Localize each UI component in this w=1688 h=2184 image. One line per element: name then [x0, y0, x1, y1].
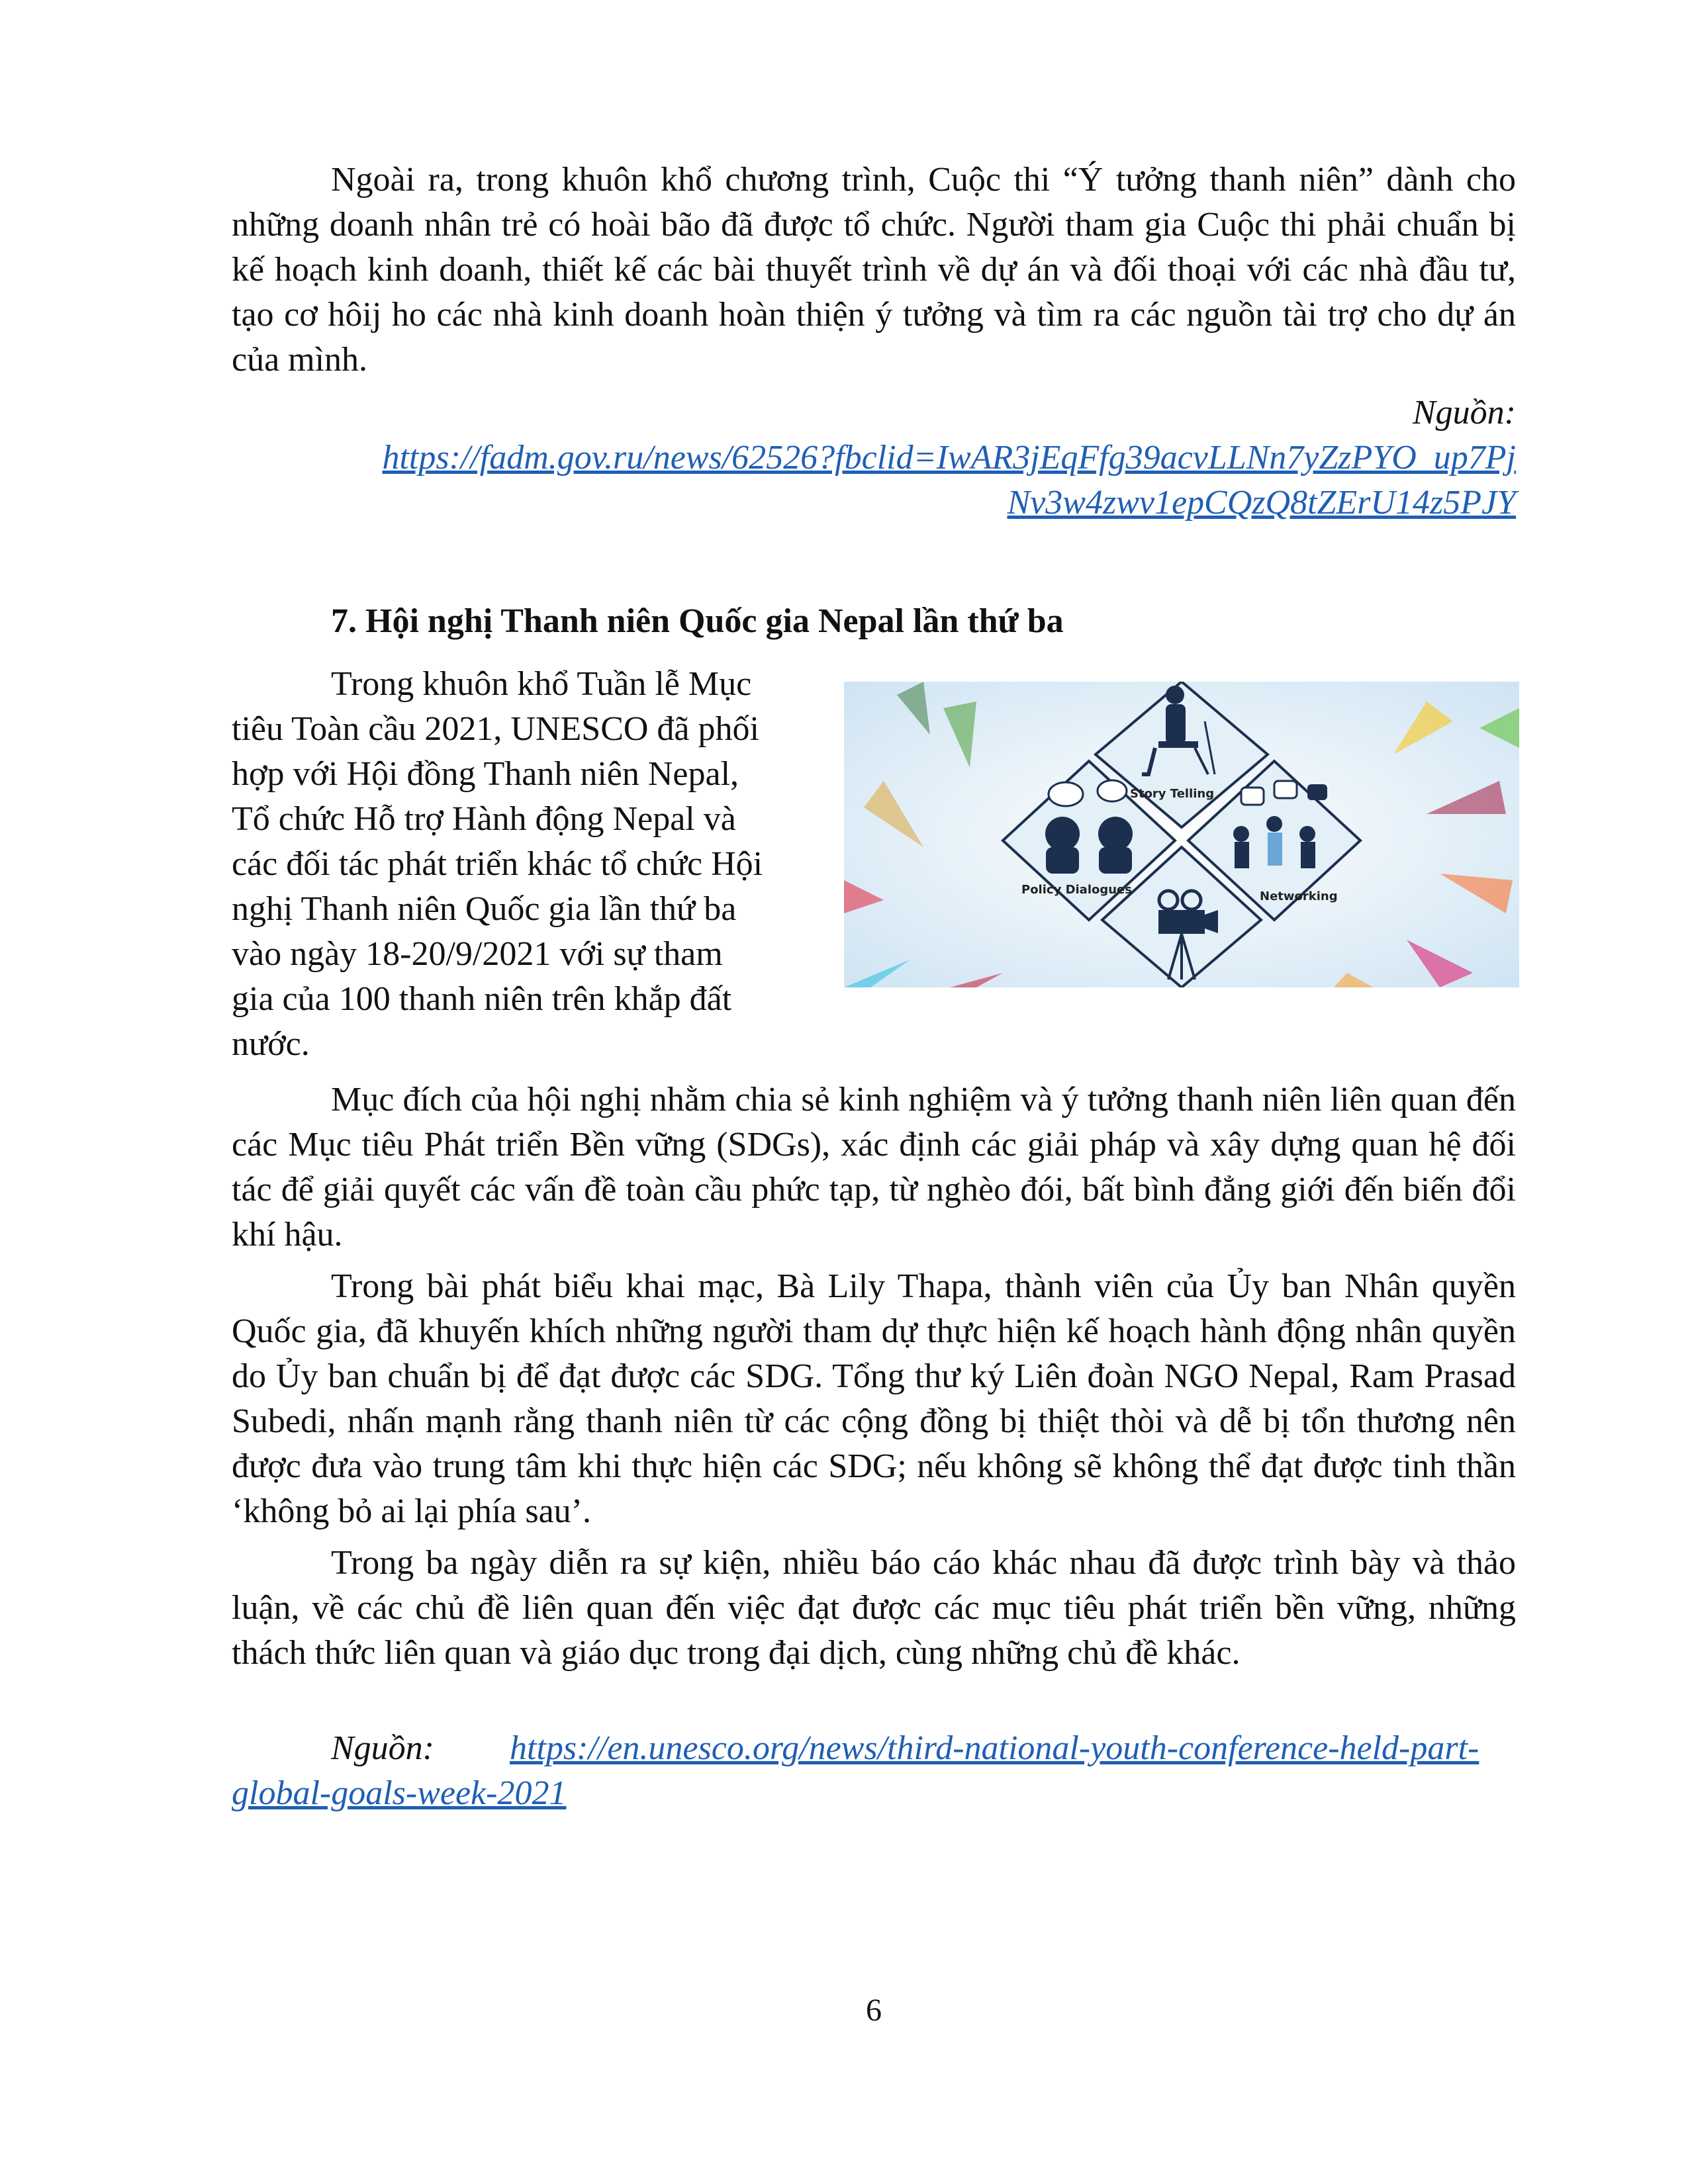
wrap-line: nghị Thanh niên Quốc gia lần thứ ba: [232, 890, 737, 928]
wrap-line: vào ngày 18-20/9/2021 với sự tham: [232, 935, 723, 973]
label-networking: Networking: [1260, 889, 1338, 903]
paragraph-intro: Ngoài ra, trong khuôn khổ chương trình, Cuộc thi “Ý tưởng thanh niên” dành cho những doanh nhân trẻ có hoài bão đã được tổ chức. Người tham gia Cuộc thi phải chuẩn bị kế hoạch kinh doanh, thiết kế các bài thuyết trình về dự án và đối thoại với các nhà đầu tư, tạo cơ hôij ho các nhà kinh doanh hoàn thiện ý tưởng và tìm ra các nguồn tài trợ cho dự án của mình.: [232, 161, 1516, 379]
paragraph-three-days: Trong ba ngày diễn ra sự kiện, nhiều báo cáo khác nhau đã được trình bày và thảo luận, về các chủ đề liên quan đến việc đạt được các mục tiêu phát triển bền vững, những thách thức liên quan và giáo dục trong đại dịch, cùng những chủ đề khác.: [232, 1544, 1516, 1672]
source-citation-2: [232, 1726, 1516, 1816]
conference-illustration: [844, 682, 1519, 987]
source-link-1-line1[interactable]: https://fadm.gov.ru/news/62526?fbclid=IwAR3jEqFfg39acvLLNn7yZzPYO_up7Pj: [382, 439, 1516, 477]
source-label: Nguồn:: [331, 1729, 434, 1767]
source-link-2[interactable]: https://en.unesco.org/news/third-national-youth-conference-held-part-global-goals-week-2021: [232, 1729, 1479, 1812]
label-story-telling: Story Telling: [1130, 787, 1215, 801]
source-label: Nguồn:: [1413, 394, 1516, 432]
wrap-line: Trong khuôn khổ Tuần lễ Mục: [331, 665, 752, 703]
diamond-diagram: [844, 682, 1519, 987]
wrap-line: Tổ chức Hỗ trợ Hành động Nepal và: [232, 800, 736, 838]
paragraph-purpose: Mục đích của hội nghị nhằm chia sẻ kinh nghiệm và ý tưởng thanh niên liên quan đến các Mục tiêu Phát triển Bền vững (SDGs), xác định các giải pháp và xây dựng quan hệ đối tác để giải quyết các vấn đề toàn cầu phức tạp, từ nghèo đói, bất bình đẳng giới đến biến đổi khí hậu.: [232, 1081, 1516, 1253]
wrap-line: gia của 100 thanh niên trên khắp đất: [232, 980, 732, 1018]
wrap-line: nước.: [232, 1025, 310, 1063]
label-policy-dialogues: Policy Dialogues: [1021, 883, 1132, 897]
wrap-line: hợp với Hội đồng Thanh niên Nepal,: [232, 755, 739, 793]
section-heading: 7. Hội nghị Thanh niên Quốc gia Nepal lần thứ ba: [331, 602, 1064, 640]
page-number: 6: [866, 1993, 882, 2028]
wrap-line: các đối tác phát triển khác tổ chức Hội: [232, 845, 763, 883]
source-citation-1: [232, 390, 1516, 525]
wrapped-paragraph: [232, 662, 827, 1067]
wrap-line: tiêu Toàn cầu 2021, UNESCO đã phối: [232, 710, 759, 748]
paragraph-opening-speech: Trong bài phát biểu khai mạc, Bà Lily Thapa, thành viên của Ủy ban Nhân quyền Quốc gia, đã khuyến khích những người tham dự thực hiện kế hoạch hành động nhân quyền do Ủy ban chuẩn bị để đạt được các SDG. Tổng thư ký Liên đoàn NGO Nepal, Ram Prasad Subedi, nhấn mạnh rằng thanh niên từ các cộng đồng bị thiệt thòi và dễ bị tổn thương nên được đưa vào trung tâm khi thực hiện các SDG; nếu không sẽ không thể đạt được tinh thần ‘không bỏ ai lại phía sau’.: [232, 1267, 1516, 1530]
source-link-1-line2[interactable]: Nv3w4zwv1epCQzQ8tZErU14z5PJY: [1007, 484, 1516, 522]
